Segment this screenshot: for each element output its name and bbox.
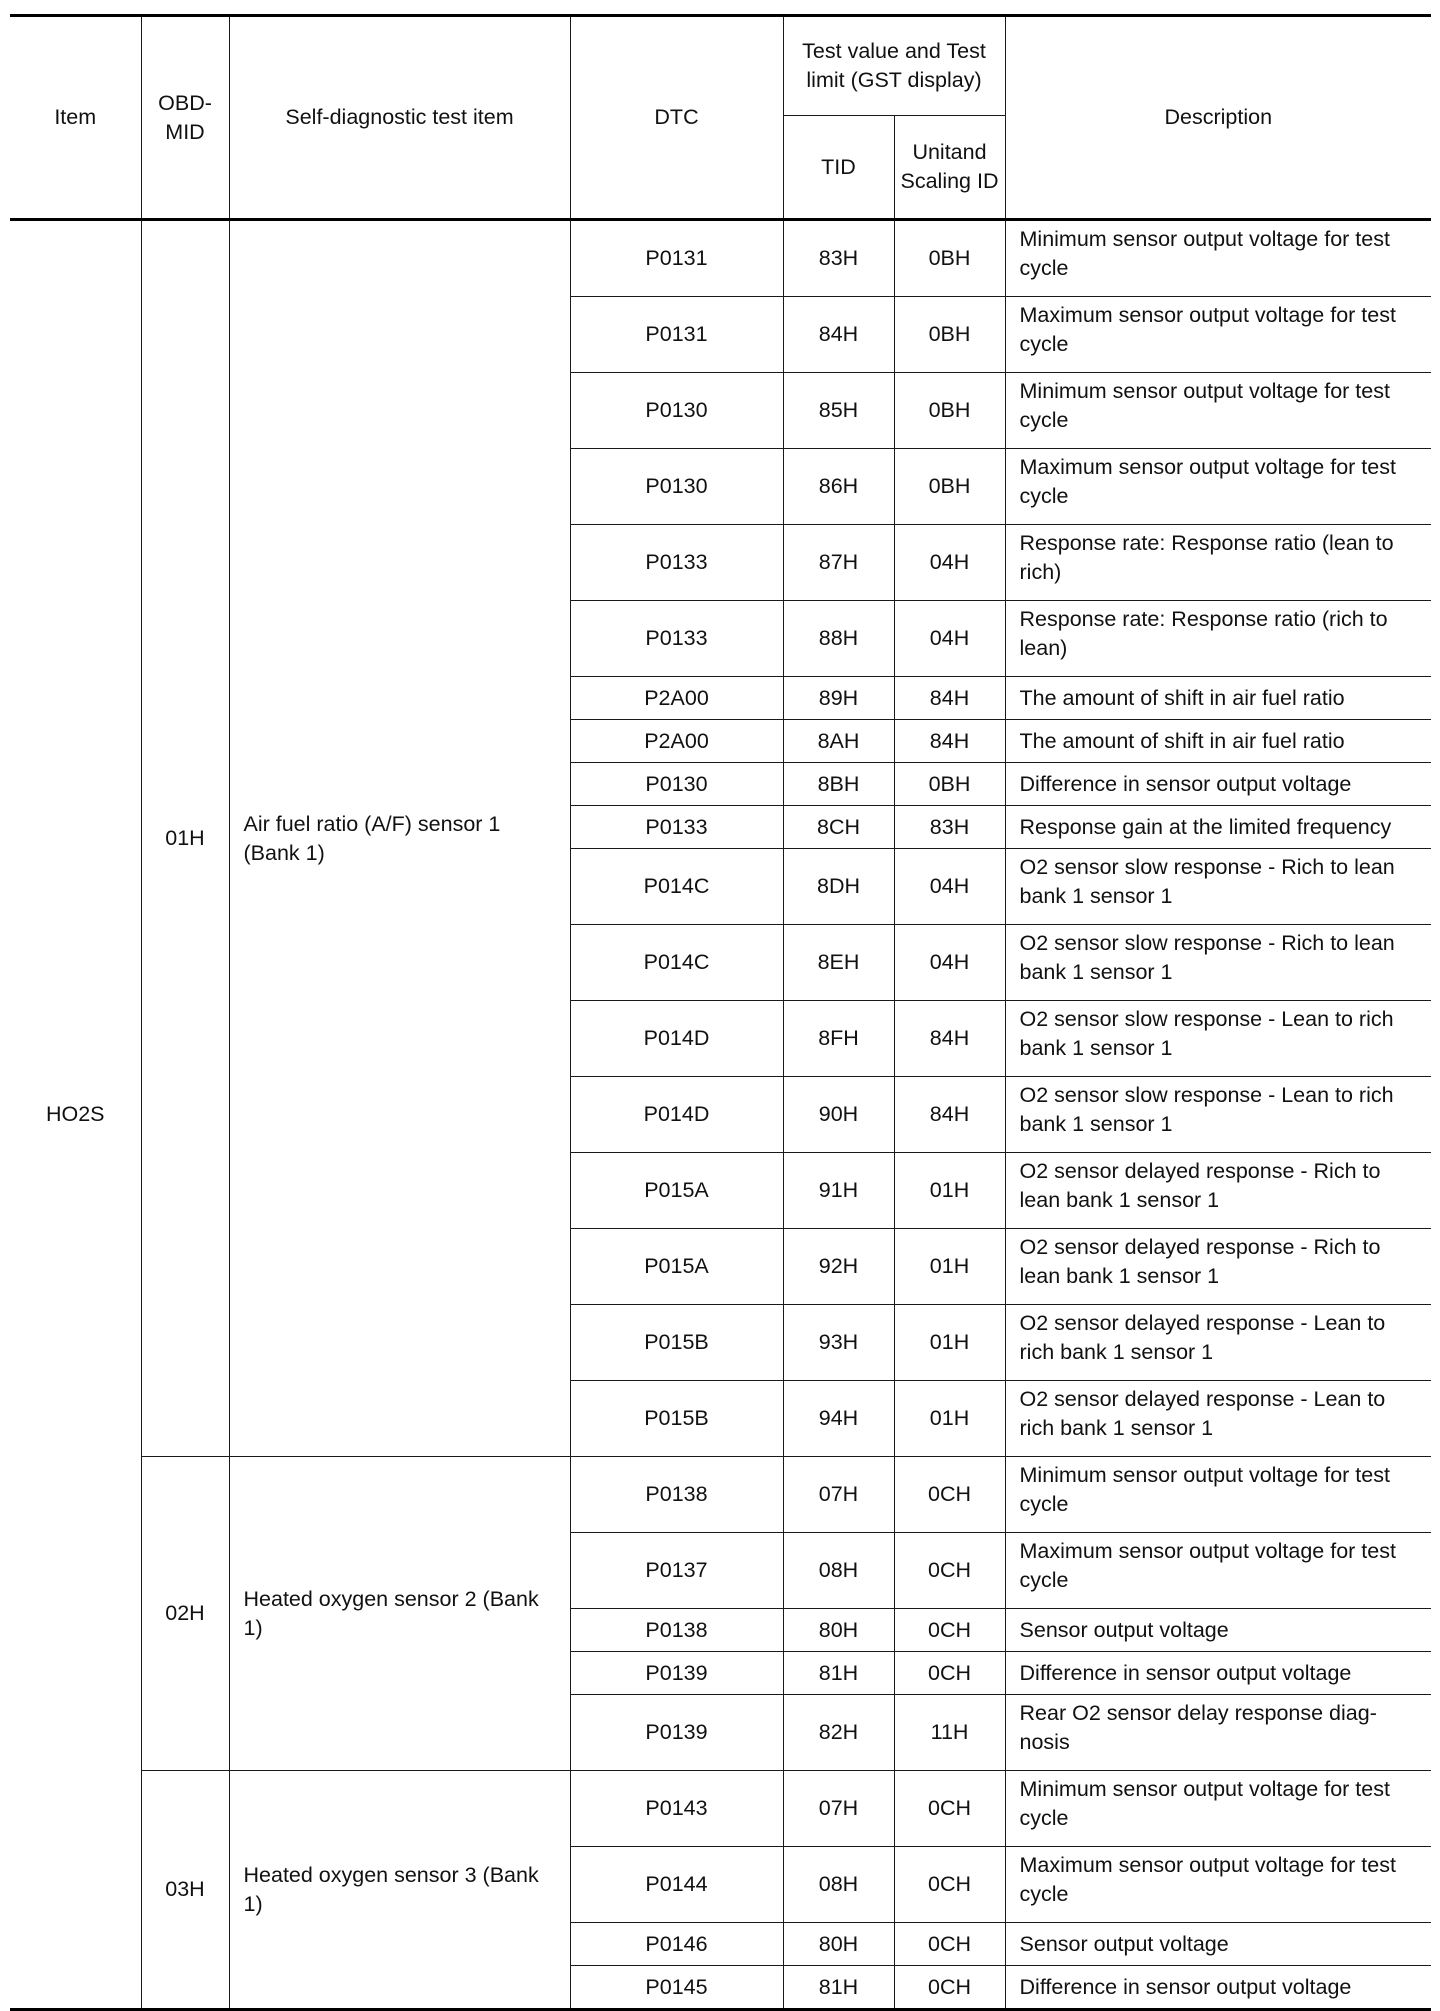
table-row bbox=[10, 1457, 1431, 1533]
tid-cell: 93H bbox=[783, 1305, 894, 1381]
obd-test-table bbox=[10, 14, 1431, 2011]
tid-cell: 91H bbox=[783, 1153, 894, 1229]
description-cell: Minimum sensor output voltage for test cycle bbox=[1005, 1771, 1431, 1847]
tid-cell: 8FH bbox=[783, 1001, 894, 1077]
tid-cell: 80H bbox=[783, 1609, 894, 1652]
test-item-cell: Heated oxygen sensor 3 (Bank 1) bbox=[229, 1771, 570, 2010]
dtc-cell: P014D bbox=[570, 1001, 783, 1077]
unit-scaling-cell: 84H bbox=[894, 1077, 1005, 1153]
item-cell: HO2S bbox=[10, 220, 141, 2010]
header-unit-scaling: Unitand Scaling ID bbox=[894, 116, 1005, 220]
unit-scaling-cell: 0BH bbox=[894, 297, 1005, 373]
header-dtc: DTC bbox=[570, 16, 783, 220]
tid-cell: 80H bbox=[783, 1923, 894, 1966]
description-cell: O2 sensor slow response - Lean to rich bank 1 sensor 1 bbox=[1005, 1077, 1431, 1153]
tid-cell: 8BH bbox=[783, 763, 894, 806]
tid-cell: 89H bbox=[783, 677, 894, 720]
description-cell: Maximum sensor output voltage for test cycle bbox=[1005, 1847, 1431, 1923]
tid-cell: 8AH bbox=[783, 720, 894, 763]
dtc-cell: P014D bbox=[570, 1077, 783, 1153]
table-row bbox=[10, 220, 1431, 297]
unit-scaling-cell: 0CH bbox=[894, 1923, 1005, 1966]
tid-cell: 87H bbox=[783, 525, 894, 601]
test-item-cell: Heated oxygen sensor 2 (Bank 1) bbox=[229, 1457, 570, 1771]
dtc-cell: P0146 bbox=[570, 1923, 783, 1966]
unit-scaling-cell: 0BH bbox=[894, 763, 1005, 806]
unit-scaling-cell: 01H bbox=[894, 1305, 1005, 1381]
unit-scaling-cell: 84H bbox=[894, 720, 1005, 763]
tid-cell: 08H bbox=[783, 1847, 894, 1923]
unit-scaling-cell: 0CH bbox=[894, 1457, 1005, 1533]
unit-scaling-cell: 04H bbox=[894, 525, 1005, 601]
description-cell: O2 sensor delayed response - Lean to rich bank 1 sensor 1 bbox=[1005, 1381, 1431, 1457]
table-row bbox=[10, 1771, 1431, 1847]
tid-cell: 81H bbox=[783, 1652, 894, 1695]
description-cell: Rear O2 sensor delay response diag-nosis bbox=[1005, 1695, 1431, 1771]
dtc-cell: P0145 bbox=[570, 1966, 783, 2010]
dtc-cell: P015B bbox=[570, 1305, 783, 1381]
dtc-cell: P0130 bbox=[570, 763, 783, 806]
tid-cell: 94H bbox=[783, 1381, 894, 1457]
description-cell: Sensor output voltage bbox=[1005, 1923, 1431, 1966]
dtc-cell: P0131 bbox=[570, 220, 783, 297]
unit-scaling-cell: 0CH bbox=[894, 1966, 1005, 2010]
unit-scaling-cell: 0CH bbox=[894, 1847, 1005, 1923]
description-cell: Difference in sensor output voltage bbox=[1005, 1652, 1431, 1695]
description-cell: Sensor output voltage bbox=[1005, 1609, 1431, 1652]
tid-cell: 86H bbox=[783, 449, 894, 525]
dtc-cell: P0139 bbox=[570, 1652, 783, 1695]
unit-scaling-cell: 0CH bbox=[894, 1652, 1005, 1695]
unit-scaling-cell: 0CH bbox=[894, 1771, 1005, 1847]
unit-scaling-cell: 83H bbox=[894, 806, 1005, 849]
dtc-cell: P0133 bbox=[570, 601, 783, 677]
description-cell: The amount of shift in air fuel ratio bbox=[1005, 720, 1431, 763]
document-page bbox=[10, 14, 1431, 2011]
tid-cell: 8EH bbox=[783, 925, 894, 1001]
description-cell: Maximum sensor output voltage for test cycle bbox=[1005, 297, 1431, 373]
tid-cell: 8DH bbox=[783, 849, 894, 925]
obd-mid-cell: 02H bbox=[141, 1457, 229, 1771]
dtc-cell: P015A bbox=[570, 1229, 783, 1305]
dtc-cell: P0133 bbox=[570, 806, 783, 849]
description-cell: O2 sensor delayed response - Lean to rich bank 1 sensor 1 bbox=[1005, 1305, 1431, 1381]
unit-scaling-cell: 04H bbox=[894, 601, 1005, 677]
dtc-cell: P0137 bbox=[570, 1533, 783, 1609]
dtc-cell: P014C bbox=[570, 925, 783, 1001]
obd-mid-cell: 01H bbox=[141, 220, 229, 1457]
description-cell: Response rate: Response ratio (rich to lean) bbox=[1005, 601, 1431, 677]
dtc-cell: P0138 bbox=[570, 1457, 783, 1533]
unit-scaling-cell: 11H bbox=[894, 1695, 1005, 1771]
tid-cell: 83H bbox=[783, 220, 894, 297]
tid-cell: 85H bbox=[783, 373, 894, 449]
header-test-item: Self-diagnostic test item bbox=[229, 16, 570, 220]
table-header bbox=[10, 16, 1431, 220]
description-cell: Difference in sensor output voltage bbox=[1005, 763, 1431, 806]
header-item: Item bbox=[10, 16, 141, 220]
unit-scaling-cell: 0CH bbox=[894, 1609, 1005, 1652]
unit-scaling-cell: 0BH bbox=[894, 220, 1005, 297]
description-cell: Minimum sensor output voltage for test cycle bbox=[1005, 1457, 1431, 1533]
dtc-cell: P015A bbox=[570, 1153, 783, 1229]
description-cell: O2 sensor slow response - Lean to rich bank 1 sensor 1 bbox=[1005, 1001, 1431, 1077]
dtc-cell: P0133 bbox=[570, 525, 783, 601]
unit-scaling-cell: 01H bbox=[894, 1381, 1005, 1457]
unit-scaling-cell: 84H bbox=[894, 1001, 1005, 1077]
description-cell: O2 sensor delayed response - Rich to lean bank 1 sensor 1 bbox=[1005, 1229, 1431, 1305]
unit-scaling-cell: 84H bbox=[894, 677, 1005, 720]
header-tid: TID bbox=[783, 116, 894, 220]
unit-scaling-cell: 0BH bbox=[894, 373, 1005, 449]
dtc-cell: P0131 bbox=[570, 297, 783, 373]
tid-cell: 07H bbox=[783, 1771, 894, 1847]
dtc-cell: P0130 bbox=[570, 373, 783, 449]
description-cell: Maximum sensor output voltage for test cycle bbox=[1005, 449, 1431, 525]
description-cell: Response rate: Response ratio (lean to rich) bbox=[1005, 525, 1431, 601]
obd-mid-cell: 03H bbox=[141, 1771, 229, 2010]
tid-cell: 08H bbox=[783, 1533, 894, 1609]
tid-cell: 07H bbox=[783, 1457, 894, 1533]
dtc-cell: P014C bbox=[570, 849, 783, 925]
description-cell: Response gain at the limited frequency bbox=[1005, 806, 1431, 849]
description-cell: The amount of shift in air fuel ratio bbox=[1005, 677, 1431, 720]
unit-scaling-cell: 04H bbox=[894, 925, 1005, 1001]
dtc-cell: P0144 bbox=[570, 1847, 783, 1923]
tid-cell: 82H bbox=[783, 1695, 894, 1771]
dtc-cell: P0139 bbox=[570, 1695, 783, 1771]
tid-cell: 90H bbox=[783, 1077, 894, 1153]
description-cell: O2 sensor slow response - Rich to lean bank 1 sensor 1 bbox=[1005, 925, 1431, 1001]
test-item-cell: Air fuel ratio (A/F) sensor 1 (Bank 1) bbox=[229, 220, 570, 1457]
dtc-cell: P0138 bbox=[570, 1609, 783, 1652]
unit-scaling-cell: 04H bbox=[894, 849, 1005, 925]
tid-cell: 8CH bbox=[783, 806, 894, 849]
header-test-value-group: Test value and Test limit (GST display) bbox=[783, 16, 1005, 116]
dtc-cell: P2A00 bbox=[570, 677, 783, 720]
header-obd-mid: OBD- MID bbox=[141, 16, 229, 220]
unit-scaling-cell: 01H bbox=[894, 1229, 1005, 1305]
description-cell: Difference in sensor output voltage bbox=[1005, 1966, 1431, 2010]
tid-cell: 88H bbox=[783, 601, 894, 677]
header-description: Description bbox=[1005, 16, 1431, 220]
description-cell: Minimum sensor output voltage for test cycle bbox=[1005, 220, 1431, 297]
description-cell: Maximum sensor output voltage for test cycle bbox=[1005, 1533, 1431, 1609]
unit-scaling-cell: 0BH bbox=[894, 449, 1005, 525]
dtc-cell: P015B bbox=[570, 1381, 783, 1457]
unit-scaling-cell: 01H bbox=[894, 1153, 1005, 1229]
tid-cell: 92H bbox=[783, 1229, 894, 1305]
unit-scaling-cell: 0CH bbox=[894, 1533, 1005, 1609]
table-body bbox=[10, 220, 1431, 2010]
tid-cell: 81H bbox=[783, 1966, 894, 2010]
description-cell: O2 sensor delayed response - Rich to lean bank 1 sensor 1 bbox=[1005, 1153, 1431, 1229]
dtc-cell: P0130 bbox=[570, 449, 783, 525]
description-cell: Minimum sensor output voltage for test cycle bbox=[1005, 373, 1431, 449]
dtc-cell: P0143 bbox=[570, 1771, 783, 1847]
tid-cell: 84H bbox=[783, 297, 894, 373]
description-cell: O2 sensor slow response - Rich to lean bank 1 sensor 1 bbox=[1005, 849, 1431, 925]
dtc-cell: P2A00 bbox=[570, 720, 783, 763]
